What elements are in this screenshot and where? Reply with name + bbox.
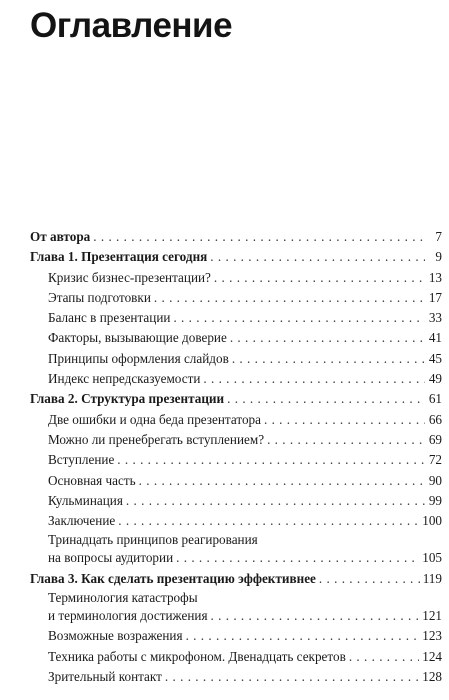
toc-entry-line — [30, 531, 442, 548]
toc-section-entry[interactable] — [30, 667, 442, 687]
toc-dot-leader — [214, 268, 425, 288]
toc-dot-leader — [93, 227, 425, 247]
toc-page-number: 45 — [428, 350, 442, 366]
toc-page-number: 69 — [428, 431, 442, 447]
toc-entry-label: Вступление — [48, 452, 115, 468]
toc-dot-leader — [211, 606, 420, 626]
page-title: Оглавление — [30, 6, 233, 45]
toc-page-number: 124 — [422, 648, 442, 664]
toc-section-entry[interactable] — [30, 606, 442, 626]
toc-entry-label: Глава 1. Презентация сегодня — [30, 249, 208, 265]
toc-entry-label: Тринадцать принципов реагирования — [48, 532, 258, 548]
toc-entry-label: Можно ли пренебрегать вступлением? — [48, 431, 265, 447]
toc-page-number: 100 — [422, 513, 442, 529]
toc-section-entry[interactable] — [30, 450, 442, 470]
toc-section-entry[interactable] — [30, 328, 442, 348]
toc-chapter-entry[interactable] — [30, 389, 442, 409]
toc-entry-label: Баланс в презентации — [48, 310, 171, 326]
toc-page-number: 128 — [422, 668, 442, 684]
toc-page-number: 123 — [422, 628, 442, 644]
toc-entry-label: Кульминация — [48, 492, 123, 508]
toc-dot-leader — [139, 471, 425, 491]
toc-entry-label: Глава 3. Как сделать презентацию эффективнее — [30, 570, 316, 586]
toc-dot-leader — [165, 667, 419, 687]
toc-entry-label: Возможные возражения — [48, 628, 183, 644]
toc-chapter-entry[interactable] — [30, 247, 442, 267]
toc-page-number: 105 — [422, 550, 442, 566]
toc-section-entry[interactable] — [30, 308, 442, 328]
toc-page-number: 9 — [435, 249, 442, 265]
toc-page-number: 33 — [428, 310, 442, 326]
toc-page-number: 61 — [428, 391, 442, 407]
toc-entry-label: Две ошибки и одна беда презентатора — [48, 411, 261, 427]
toc-dot-leader — [203, 369, 425, 389]
toc-section-entry[interactable] — [30, 430, 442, 450]
toc-entry-label: Терминология катастрофы — [48, 590, 198, 606]
toc-entry-label: на вопросы аудитории — [48, 550, 174, 566]
toc-entry-label: Этапы подготовки — [48, 289, 151, 305]
toc-entry-label: Факторы, вызывающие доверие — [48, 330, 227, 346]
table-of-contents — [30, 227, 442, 687]
toc-page-number: 13 — [428, 269, 442, 285]
toc-section-entry[interactable] — [30, 471, 442, 491]
toc-entry-label: Зрительный контакт — [48, 668, 162, 684]
toc-page-number: 121 — [422, 608, 442, 624]
toc-section-entry[interactable] — [30, 548, 442, 568]
toc-page-number: 17 — [428, 289, 442, 305]
toc-dot-leader — [117, 450, 425, 470]
toc-dot-leader — [126, 491, 425, 511]
toc-dot-leader — [267, 430, 425, 450]
toc-dot-leader — [186, 626, 420, 646]
toc-section-entry[interactable] — [30, 369, 442, 389]
toc-entry-label: От автора — [30, 229, 91, 244]
toc-section-entry[interactable] — [30, 288, 442, 308]
toc-dot-leader — [176, 548, 419, 568]
toc-page-number: 41 — [428, 330, 442, 346]
toc-entry-label: Заключение — [48, 513, 116, 529]
toc-dot-leader — [230, 328, 425, 348]
toc-page-number: 66 — [428, 411, 442, 427]
toc-section-entry[interactable] — [30, 626, 442, 646]
toc-page-number: 72 — [428, 452, 442, 468]
toc-entry-label: Индекс непредсказуемости — [48, 371, 201, 387]
toc-chapter-entry[interactable] — [30, 569, 442, 589]
toc-dot-leader — [154, 288, 425, 308]
toc-dot-leader — [349, 647, 419, 667]
toc-section-entry[interactable] — [30, 410, 442, 430]
toc-entry-label: Глава 2. Структура презентации — [30, 391, 225, 407]
toc-entry-label: Принципы оформления слайдов — [48, 350, 229, 366]
toc-dot-leader — [264, 410, 425, 430]
toc-chapter-entry[interactable] — [30, 227, 442, 247]
toc-section-entry[interactable] — [30, 647, 442, 667]
toc-dot-leader — [319, 569, 420, 589]
toc-section-entry[interactable] — [30, 268, 442, 288]
toc-page-number: 119 — [422, 570, 442, 586]
toc-entry-label: Техника работы с микрофоном. Двенадцать секретов — [48, 648, 346, 664]
toc-section-entry[interactable] — [30, 491, 442, 511]
toc-entry-line — [30, 589, 442, 606]
toc-dot-leader — [232, 349, 425, 369]
toc-page-number: 90 — [428, 472, 442, 488]
toc-dot-leader — [227, 389, 425, 409]
toc-entry-label: Кризис бизнес-презентации? — [48, 269, 211, 285]
toc-section-entry[interactable] — [30, 511, 442, 531]
toc-section-entry[interactable] — [30, 349, 442, 369]
toc-page-number: 49 — [428, 371, 442, 387]
toc-dot-leader — [210, 247, 425, 267]
toc-page-number: 99 — [428, 492, 442, 508]
toc-page-number: 7 — [435, 229, 442, 244]
toc-entry-label: и терминология достижения — [48, 608, 208, 624]
toc-entry-label: Основная часть — [48, 472, 136, 488]
toc-dot-leader — [118, 511, 419, 531]
toc-dot-leader — [173, 308, 425, 328]
